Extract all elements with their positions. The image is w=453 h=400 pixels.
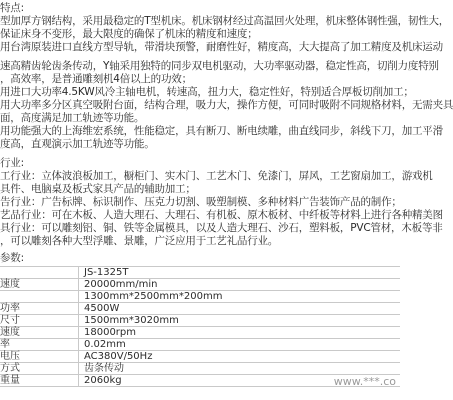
features-line: ，高效率，是普通雕刻机4倍以上的功效； (0, 73, 192, 85)
table-row (0, 291, 400, 303)
param-key: 方式 (0, 363, 79, 375)
param-key: 速度 (0, 279, 79, 291)
param-value: AC380V/50Hz (79, 351, 401, 363)
features-line: 速高精齿轮齿条传动，Y轴采用独特的同步双电机驱动，大功率驱动器，稳定性高，切削力度特别 (0, 60, 439, 72)
param-key: 速度 (0, 327, 79, 339)
param-key: 尺寸 (0, 315, 79, 327)
features-line: 用功能强大的上海维宏系统，性能稳定，具有断刀、断电续雕，曲直线同步，斜线下刀，加工平滑 (0, 125, 443, 137)
features-line: 度高，直观演示加工轨迹等功能。 (0, 138, 155, 150)
features-section-title: 特点: (0, 2, 24, 14)
param-value: 2060kg (79, 375, 401, 387)
params-section-title: 参数: (0, 252, 24, 264)
param-value: 1300mm*2500mm*200mm (79, 291, 401, 303)
features-line: 型加厚方钢结构，采用最稳定的T型机床。机床钢材经过高温回火处理，机床整体钢性强，韧性大， (0, 15, 450, 27)
table-row (0, 279, 400, 291)
param-value: 18000rpm (79, 327, 401, 339)
param-value: 20000mm/min (79, 279, 401, 291)
param-value: JS-1325T (79, 267, 401, 279)
features-line: 用进口大功率4.5KW风冷主轴电机，转速高，扭力大，稳定性好，特别适合厚板切削加工； (0, 86, 414, 98)
industries-line: 工行业：立体波浪板加工，橱柜门、实木门、工艺木门、免漆门，屏风，工艺窗扇加工，游戏机 (0, 170, 433, 182)
param-key: 电压 (0, 351, 79, 363)
features-line: 面，高度满足加工轨迹等功能。 (0, 112, 145, 124)
param-key: 功率 (0, 303, 79, 315)
table-row (0, 351, 400, 363)
watermark-text: www.***.co (333, 375, 396, 388)
table-row (0, 363, 400, 375)
industries-line: ，可以雕刻各种大型浮雕、景雕，广泛应用于工艺礼品行业。 (0, 235, 279, 247)
param-key (0, 291, 79, 303)
features-line: 保证床身不变形，最大限度的确保了机床的精度和速度； (0, 28, 258, 40)
param-value: 齿条传动 (79, 363, 401, 375)
industries-line: 具件、电脑桌及板式家具产品的辅助加工； (0, 183, 196, 195)
param-value: 4500W (79, 303, 401, 315)
table-row (0, 267, 400, 279)
table-row (0, 339, 400, 351)
table-row (0, 315, 400, 327)
param-value: 0.02mm (79, 339, 401, 351)
param-key: 重量 (0, 375, 79, 387)
features-line: 用大功率多分区真空吸附台面，结构合理，吸力大，操作方便，可同时吸附不同规格材料，无需夹具 (0, 99, 453, 111)
industries-line: 艺品行业：可在木板、人造大理石、大理石、有机板、原木板材、中纤板等材料上进行各种精美图 (0, 209, 443, 221)
features-line: 用台湾原装进口直线方型导轨，带滑块预警，耐磨性好，精度高，大大提高了加工精度及机床运动 (0, 41, 443, 53)
param-key (0, 267, 79, 279)
table-row (0, 303, 400, 315)
industries-section-title: 行业: (0, 157, 24, 169)
params-table (0, 266, 400, 387)
param-value: 1500mm*3020mm (79, 315, 401, 327)
param-key: 率 (0, 339, 79, 351)
industries-line: 具行业：可以雕刻铝、铜、铁等金属模具，以及人造大理石、沙石，塑料板，PVC管材，木板等非 (0, 222, 443, 234)
table-row (0, 327, 400, 339)
industries-line: 告行业：广告标牌、标识制作、压克力切割、吸塑制模、多种材料广告装饰产品的制作； (0, 196, 402, 208)
